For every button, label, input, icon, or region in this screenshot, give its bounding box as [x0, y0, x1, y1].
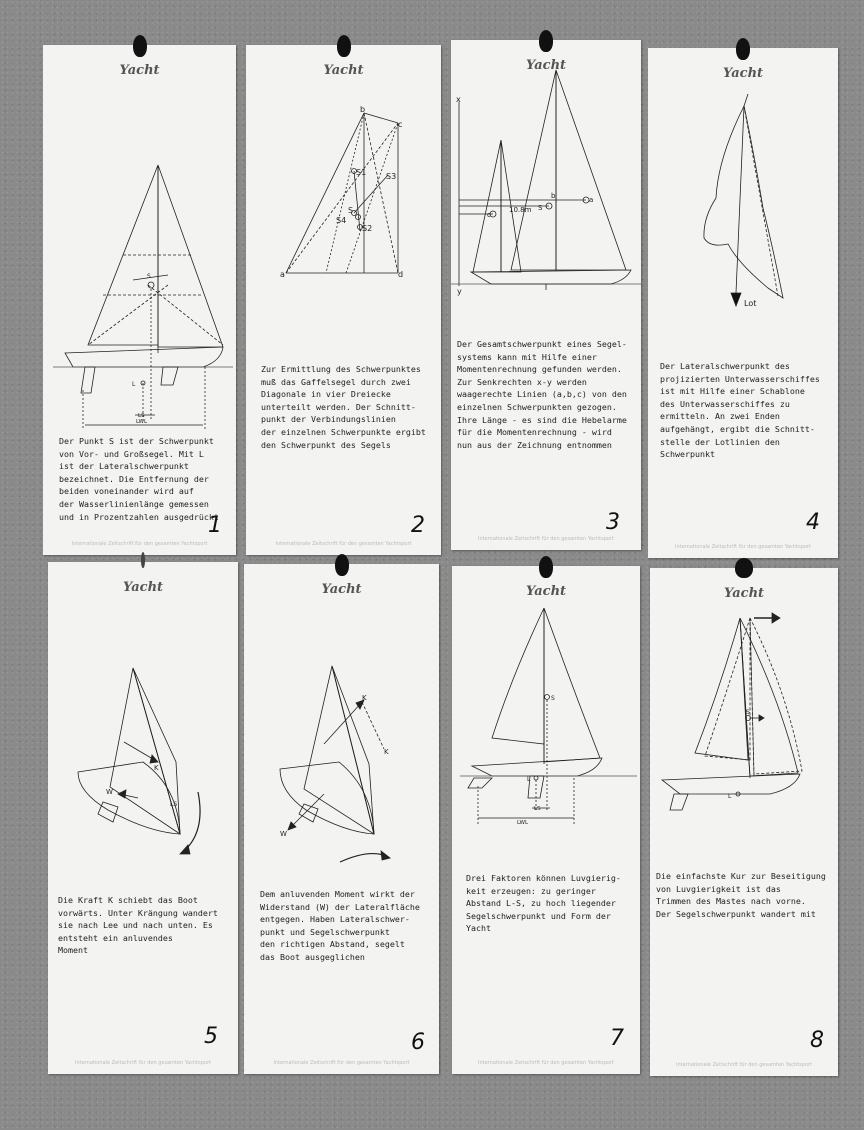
label-k: K	[154, 764, 159, 772]
caption-7: Drei Faktoren können Luvgierig- keit erzeugen: zu geringer Abstand L-S, zu hoch liegender Segelschwerpunkt und Form der Yacht	[466, 873, 621, 934]
card-2	[246, 45, 441, 555]
card-3	[451, 40, 641, 550]
label-s: S	[538, 204, 543, 212]
card-4	[648, 48, 838, 558]
label-w: W	[280, 830, 287, 838]
caption-2: Zur Ermittlung des Schwerpunktes muß das Gaffelsegel durch zwei Diagonale in vier Dreiecke unterteilt werden. Der Schnitt- punkt der Verbindungslinien der einzelnen Schwerpunkte ergibt den Schwerpunkt des Segels	[261, 364, 426, 450]
label-ls: LS	[138, 413, 145, 419]
card-footer: Internationale Zeitschrift für den gesamten Yachtsport	[275, 541, 412, 547]
diagram-3	[451, 40, 641, 300]
label-c: c	[487, 211, 491, 219]
card-footer: Internationale Zeitschrift für den gesamten Yachtsport	[478, 536, 614, 542]
caption-5: Die Kraft K schiebt das Boot vorwärts. Unter Krängung wandert sie nach Lee und nach unten. Es entsteht ein anluvendes Moment	[58, 895, 218, 956]
caption-8: Die einfachste Kur zur Beseitigung von Luvgierigkeit ist das Trimmen des Mastes nach vorne. Der Segelschwerpunkt wandert mit	[656, 871, 826, 919]
label-x: x	[456, 95, 461, 104]
card-footer: Internationale Zeitschrift für den gesamten Yachtsport	[676, 1062, 812, 1068]
caption-3: Der Gesamtschwerpunkt eines Segel- systems kann mit Hilfe einer Momentenrechnung gefunden werden. Zur Senkrechten x-y werden waagerechte Linien (a,b,c) von den einzelnen Schwerpunkten gezogen. Ihre Länge - es sind die Hebelarme für die Momentenrechnung - wird nun aus der Zeichnung entnommen	[457, 339, 627, 450]
label-w: W	[106, 788, 113, 796]
label-distance: 10.8m	[509, 206, 532, 214]
card-footer: Internationale Zeitschrift für den gesamten Yachtsport	[478, 1060, 614, 1066]
label-k2: K	[384, 748, 389, 756]
label-a: a	[280, 270, 285, 279]
card-number-7: 7	[610, 1026, 624, 1051]
label-s: S	[551, 695, 555, 702]
label-l: L	[132, 381, 136, 388]
label-s: S	[147, 273, 151, 280]
label-lwl: LWL	[136, 419, 148, 425]
card-number-8: 8	[810, 1028, 824, 1053]
card-footer: Internationale Zeitschrift für den gesamten Yachtsport	[75, 1060, 211, 1066]
diagram-2	[246, 45, 441, 295]
label-ls: LS	[534, 806, 541, 812]
diagram-5	[48, 562, 238, 872]
label-b: b	[551, 192, 556, 200]
label-d: d	[398, 270, 404, 279]
card-footer: Internationale Zeitschrift für den gesamten Yachtsport	[273, 1060, 410, 1066]
brand-logo: Yacht	[119, 63, 160, 78]
card-8	[650, 568, 838, 1076]
brand-logo: Yacht	[723, 586, 765, 601]
label-s2: S2	[362, 224, 373, 233]
brand-logo: Yacht	[321, 582, 362, 597]
label-lwl: LWL	[517, 820, 529, 826]
card-footer: Internationale Zeitschrift für den gesamten Yachtsport	[675, 544, 811, 550]
label-b: b	[360, 105, 366, 114]
caption-6: Dem anluvenden Moment wirkt der Widerstand (W) der Lateralfläche entgegen. Haben Lateralschwer- punkt und Segelschwerpunkt den richtigen Abstand, segelt das Boot ausgeglichen	[260, 889, 420, 962]
label-s3: S3	[386, 172, 397, 181]
label-s1: S1	[356, 168, 367, 177]
diagram-7	[452, 566, 640, 836]
label-s: S	[746, 709, 750, 716]
label-s4: S4	[336, 216, 347, 225]
diagram-4	[648, 48, 838, 338]
brand-logo: Yacht	[323, 63, 364, 78]
label-lot: Lot	[744, 299, 757, 308]
card-number-3: 3	[606, 510, 620, 535]
card-1	[43, 45, 236, 555]
brand-logo: Yacht	[525, 58, 567, 73]
label-s: S	[348, 206, 354, 215]
card-number-1: 1	[208, 513, 222, 538]
label-c: c	[398, 120, 403, 129]
brand-logo: Yacht	[525, 584, 567, 599]
diagram-1	[43, 45, 236, 435]
label-k: K	[362, 694, 367, 702]
card-number-5: 5	[204, 1024, 218, 1049]
brand-logo: Yacht	[122, 580, 164, 595]
card-number-4: 4	[806, 510, 820, 535]
label-l: L	[728, 793, 732, 800]
card-number-2: 2	[411, 513, 425, 538]
diagram-6	[244, 564, 439, 874]
label-l: L	[527, 776, 531, 783]
card-footer: Internationale Zeitschrift für den gesamten Yachtsport	[71, 541, 208, 547]
label-y: y	[457, 287, 462, 296]
card-number-6: 6	[411, 1030, 425, 1055]
caption-1: Der Punkt S ist der Schwerpunkt von Vor- und Großsegel. Mit L ist der Lateralschwerpunkt bezeichnet. Die Entfernung der beiden voneinander wird auf der Wasserlinienlänge gemessen und in Prozentzahlen ausgedrückt	[59, 436, 219, 522]
label-a: a	[589, 196, 594, 204]
brand-logo: Yacht	[722, 66, 764, 81]
caption-4: Der Lateralschwerpunkt des projizierten Unterwasserschiffes ist mit Hilfe einer Schablone des Unterwasserschiffes zu ermitteln. An zwei Enden aufgehängt, ergibt die Schnitt- stelle der Lotlinien den Schwerpunkt	[660, 361, 820, 460]
card-5	[48, 562, 238, 1074]
diagram-8	[650, 568, 838, 828]
label-ls: LS	[170, 801, 178, 808]
card-6	[244, 564, 439, 1074]
card-7	[452, 566, 640, 1074]
